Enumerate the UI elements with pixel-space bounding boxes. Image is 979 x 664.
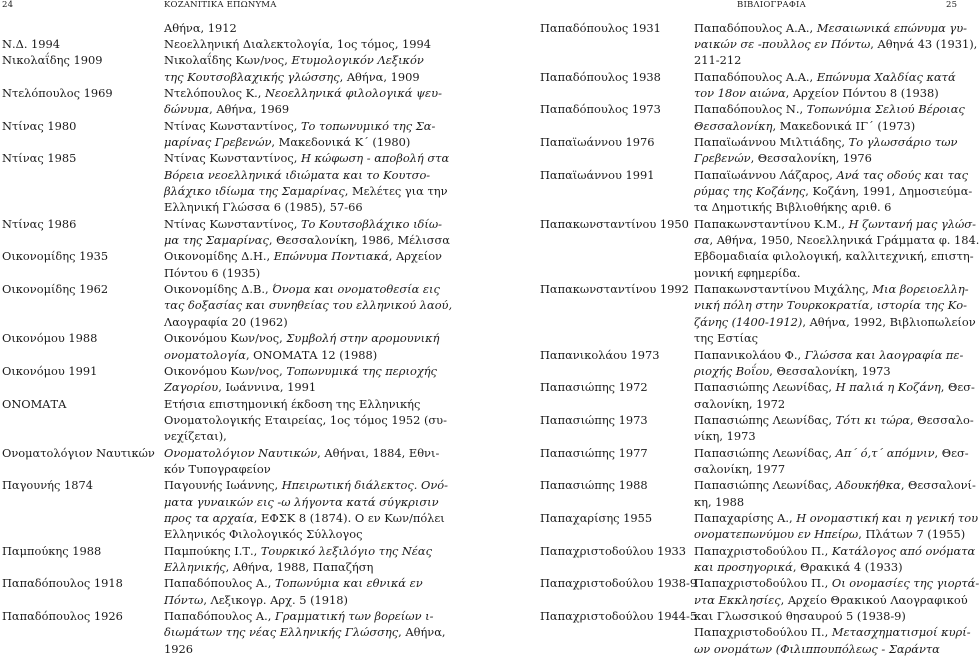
text-segment: Οικονόμου Κων/νος,: [164, 331, 287, 346]
bibliography-line: [164, 217, 442, 231]
italic-title-segment: Ανά τας οδούς και τας: [836, 167, 969, 182]
bibliography-line: [694, 86, 939, 100]
italic-title-segment: Το τοπωνυμικό της Σα-: [300, 118, 436, 133]
bibliography-key: Ν.Δ. 1994: [2, 36, 61, 51]
bibliography-key: Παπαδόπουλος 1938: [540, 69, 661, 84]
bibliography-key: Παπασιώπης 1977: [540, 445, 648, 460]
italic-title-segment: Τοπωνυμικά της περιοχής: [286, 363, 437, 378]
text-segment: Παπαϊωάννου Λάζαρος,: [694, 167, 837, 182]
bibliography-key: ΟΝΟΜΑΤΑ: [2, 396, 67, 411]
text-segment: 211-212: [694, 53, 742, 68]
italic-title-segment: ρύμας της Κοζάνης: [694, 184, 806, 198]
italic-title-segment: ριοχής Βοΐου: [694, 363, 770, 378]
italic-title-segment: βλάχικο ιδίωμα της Σαμαρίνας: [164, 184, 345, 198]
bibliography-line: [694, 495, 744, 509]
italic-title-segment: Η ονομαστική και η γενική του: [796, 511, 978, 525]
bibliography-key: Παπαχριστοδούλου 1944-5: [540, 609, 698, 624]
text-segment: Παμπούκης Ι.Τ.,: [164, 543, 261, 558]
italic-title-segment: Τότι κι τώρα: [835, 412, 911, 427]
italic-title-segment: Τοπωνύμια και εθνικά εν: [274, 576, 423, 591]
bibliography-line: [694, 331, 758, 345]
bibliography-key: Παπαχριστοδούλου 1938-9: [540, 576, 698, 591]
text-segment: Νικολαΐδης Κων/νος,: [164, 53, 292, 68]
text-segment: σαλονίκη, 1977: [694, 461, 786, 476]
bibliography-key: Παπανικολάου 1973: [540, 347, 660, 362]
text-segment: , Αθήνα, 1969: [209, 102, 290, 117]
bibliography-line: [164, 102, 289, 116]
bibliography-line: [164, 249, 442, 263]
bibliography-line: [164, 576, 423, 590]
text-segment: Παπαδόπουλος Α.Α.,: [694, 69, 817, 84]
bibliography-line: [694, 348, 963, 362]
text-segment: σαλονίκη, 1972: [694, 396, 786, 411]
text-segment: , Αθήνα, 1950, Νεοελληνικά Γράμματα φ. 184.: [709, 233, 979, 248]
text-segment: Ντίνας Κωνσταντίνος,: [164, 216, 301, 231]
running-title-right: ΒΙΒΛΙΟΓΡΑΦΙΑ: [737, 0, 806, 10]
text-segment: , Θεσσαλο-: [910, 412, 974, 427]
text-segment: Ονοματολογικής Εταιρείας, 1ος τόμος 1952 (συ-: [164, 412, 447, 427]
text-segment: της Εστίας: [694, 331, 759, 346]
italic-title-segment: μα της Σαμαρίνας: [164, 233, 269, 248]
bibliography-key: Παπαχριστοδούλου 1933: [540, 543, 687, 558]
text-segment: , Ιωάννινα, 1991: [218, 380, 317, 395]
bibliography-line: [694, 249, 974, 263]
italic-title-segment: δώνυμα: [164, 102, 210, 117]
bibliography-line: [694, 21, 967, 35]
italic-title-segment: Βόρεια νεοελληνικά ιδιώματα και το Κουτσο-: [164, 167, 431, 182]
text-segment: Παπαδόπουλος Α.,: [164, 576, 275, 591]
text-segment: , Αρχείο Θρακικού Λαογραφικού: [780, 592, 968, 607]
italic-title-segment: Ηπειρωτική διάλεκτος. Ονό-: [281, 478, 448, 493]
italic-title-segment: Τοπωνύμια Σελιού Βέροιας: [806, 102, 965, 117]
bibliography-key: Παπαδόπουλος 1926: [2, 609, 123, 624]
bibliography-line: [164, 348, 377, 362]
bibliography-line: [164, 86, 442, 100]
bibliography-line: [694, 625, 971, 639]
italic-title-segment: νική πόλη στην Τουρκοκρατία, ιστορία της Κο-: [694, 298, 967, 313]
italic-title-segment: της Κουτσοβλαχικής γλώσσης: [164, 69, 340, 84]
bibliography-line: [164, 609, 433, 623]
text-segment: , Πλάτων 7 (1955): [858, 527, 966, 542]
bibliography-key: Ντίνας 1980: [2, 118, 77, 133]
bibliography-line: [164, 315, 288, 329]
text-segment: 1926: [164, 641, 193, 656]
italic-title-segment: Επώνυμα Ποντιακά: [273, 249, 389, 264]
bibliography-line: [694, 200, 891, 214]
italic-title-segment: ντα Εκκλησίες: [694, 592, 781, 607]
bibliography-line: [164, 593, 348, 607]
bibliography-key: Παπασιώπης 1988: [540, 478, 648, 493]
bibliography-line: [694, 462, 785, 476]
text-segment: , Θεσσαλονίκη, 1976: [750, 151, 872, 166]
italic-title-segment: Θεσσαλονίκη: [694, 118, 773, 133]
bibliography-key: Παπακωνσταντίνου 1992: [540, 282, 689, 297]
text-segment: Ντελόπουλος Κ.,: [164, 85, 265, 100]
bibliography-line: [164, 233, 450, 247]
bibliography-line: [164, 462, 271, 476]
italic-title-segment: Γρεβενών: [694, 151, 751, 166]
bibliography-line: [694, 544, 975, 558]
text-segment: Παπαδόπουλος Α.Α.,: [694, 20, 817, 35]
bibliography-line: [164, 364, 437, 378]
bibliography-line: [694, 576, 979, 590]
bibliography-line: [164, 298, 452, 312]
text-segment: κη, 1988: [694, 494, 745, 509]
italic-title-segment: Τουρκικό λεξιλόγιο της Νέας: [260, 543, 432, 558]
bibliography-key: Παπαχαρίσης 1955: [540, 511, 653, 525]
italic-title-segment: και προσηγορικά: [694, 560, 793, 575]
italic-title-segment: Μια βορειοελλη-: [872, 282, 969, 297]
bibliography-key: Παπασιώπης 1972: [540, 380, 648, 395]
text-segment: Λαογραφία 20 (1962): [164, 314, 288, 329]
text-segment: , Θεσ-: [940, 380, 975, 395]
text-segment: Εβδομαδιαία φιλολογική, καλλιτεχνική, επιστη-: [694, 249, 974, 264]
bibliography-key: Παμπούκης 1988: [2, 543, 102, 558]
bibliography-line: [164, 53, 424, 67]
bibliography-line: [694, 364, 891, 378]
text-segment: Παπασιώπης Λεωνίδας,: [694, 380, 836, 395]
text-segment: , Μακεδονικά ΙΓ΄ (1973): [772, 118, 916, 133]
bibliography-key: Παπαϊωάννου 1991: [540, 167, 655, 182]
running-title-left: ΚΟΖΑΝΙΤΙΚΑ ΕΠΩΝΥΜΑ: [164, 0, 277, 10]
text-segment: , Αθήνα,: [398, 625, 446, 640]
italic-title-segment: ων ονομάτων (Φιλιππουπόλεως - Σαράντα: [694, 641, 940, 656]
bibliography-line: [164, 642, 193, 656]
text-segment: Παπασιώπης Λεωνίδας,: [694, 478, 836, 493]
text-segment: , Αρχείον: [388, 249, 442, 264]
italic-title-segment: Νεοελληνικά φιλολογικά ψευ-: [264, 85, 442, 100]
italic-title-segment: ονοματεπωνύμου εν Ηπείρω: [694, 527, 859, 542]
text-segment: Παπαϊωάννου Μιλτιάδης,: [694, 134, 849, 149]
text-segment: , Αθήνα, 1909: [339, 69, 420, 84]
bibliography-line: [164, 119, 435, 133]
text-segment: , ΕΦΣΚ 8 (1874). Ο εν Κων/πόλει: [253, 511, 445, 525]
text-segment: , Θρακικά 4 (1933): [792, 560, 903, 575]
bibliography-line: [164, 331, 439, 345]
italic-title-segment: μαρίνας Γρεβενών: [164, 134, 272, 149]
text-segment: νίκη, 1973: [694, 429, 756, 444]
bibliography-key: Οικονόμου 1988: [2, 331, 98, 346]
text-segment: , Θεσσαλονίκη, 1973: [769, 363, 891, 378]
bibliography-line: [694, 429, 756, 443]
italic-title-segment: Συμβολή στην αρομουνική: [286, 331, 440, 346]
text-segment: Παπαχριστοδούλου Π.,: [694, 625, 832, 640]
bibliography-line: [694, 413, 974, 427]
italic-title-segment: Μετασχηματισμοί κυρί-: [831, 625, 971, 640]
italic-title-segment: Ετυμολογικόν Λεξικόν: [291, 53, 424, 68]
bibliography-line: [694, 266, 801, 280]
bibliography-key: Παπαδόπουλος 1931: [540, 20, 661, 35]
text-segment: , Μελέτες για την: [344, 184, 448, 198]
bibliography-line: [164, 266, 260, 280]
bibliography-line: [164, 625, 446, 639]
bibliography-line: [164, 70, 420, 84]
text-segment: Παπαχριστοδούλου Π.,: [694, 576, 832, 591]
bibliography-line: [164, 380, 316, 394]
bibliography-line: [694, 380, 975, 394]
text-segment: Ετήσια επιστημονική έκδοση της Ελληνικής: [164, 396, 421, 411]
bibliography-line: [164, 495, 439, 509]
bibliography-line: [164, 200, 363, 214]
bibliography-key: Παπασιώπης 1973: [540, 412, 648, 427]
text-segment: , Θεσσαλονίκη, 1986, Μέλισσα: [268, 233, 450, 248]
bibliography-line: [694, 593, 968, 607]
bibliography-line: [694, 298, 967, 312]
bibliography-line: [694, 119, 915, 133]
bibliography-key: Παπαδόπουλος 1973: [540, 102, 661, 117]
text-segment: Παπακωνσταντίνου Κ.Μ.,: [694, 216, 849, 231]
text-segment: Παπαχαρίσης Α.,: [694, 511, 797, 525]
bibliography-line: [164, 151, 449, 165]
text-segment: , Αθήναι, 1884, Εθνι-: [317, 445, 440, 460]
bibliography-line: [694, 315, 976, 329]
italic-title-segment: τας δοξασίας και συνηθείας του ελληνικού λαού,: [164, 298, 453, 313]
bibliography-line: [164, 282, 440, 296]
text-segment: Αθήνα, 1912: [164, 20, 237, 35]
bibliography-line: [694, 168, 968, 182]
bibliography-line: [164, 184, 448, 198]
italic-title-segment: Η ζωντανή μας γλώσ-: [848, 216, 976, 231]
bibliography-line: [694, 478, 976, 492]
bibliography-line: [694, 184, 972, 198]
italic-title-segment: Η κώφωση - αποβολή στα: [300, 151, 450, 166]
text-segment: Ντίνας Κωνσταντίνος,: [164, 118, 301, 133]
text-segment: , Κοζάνη, 1991, Δημοσιεύμα-: [805, 184, 973, 198]
text-segment: , Λεξικογρ. Αρχ. 5 (1918): [203, 592, 348, 607]
bibliography-line: [164, 511, 445, 525]
text-segment: Παπακωνσταντίνου Μιχάλης,: [694, 282, 873, 297]
italic-title-segment: σα: [694, 233, 710, 248]
italic-title-segment: διωμάτων της νέας Ελληνικής Γλώσσης: [164, 625, 399, 640]
text-segment: Παπανικολάου Φ.,: [694, 347, 805, 362]
bibliography-line: [694, 397, 785, 411]
italic-title-segment: Μεσαιωνικά επώνυμα γυ-: [816, 20, 968, 35]
text-segment: , Αθηνά 43 (1931),: [870, 36, 978, 51]
bibliography-key: Οικονομίδης 1935: [2, 249, 109, 264]
text-segment: Παπαδόπουλος Ν.,: [694, 102, 807, 117]
bibliography-line: [164, 478, 448, 492]
text-segment: Παπαχριστοδούλου Π.,: [694, 543, 832, 558]
bibliography-line: [694, 151, 872, 165]
text-segment: μονική εφημερίδα.: [694, 265, 801, 280]
text-segment: Νεοελληνική Διαλεκτολογία, 1ος τόμος, 1994: [164, 36, 432, 51]
bibliography-line: [694, 135, 957, 149]
italic-title-segment: Γλώσσα και λαογραφία πε-: [804, 347, 964, 362]
bibliography-line: [164, 397, 420, 411]
italic-title-segment: προς τα αρχαία: [164, 511, 254, 525]
bibliography-key: Ονοματολόγιον Ναυτικών: [2, 445, 155, 460]
bibliography-line: [164, 21, 237, 35]
bibliography-line: [164, 135, 410, 149]
bibliography-line: [694, 233, 979, 247]
text-segment: , ΟΝΟΜΑΤΑ 12 (1988): [245, 347, 378, 362]
bibliography-line: [694, 609, 906, 623]
bibliography-line: [164, 527, 362, 541]
text-segment: , Θεσσαλονί-: [900, 478, 976, 493]
italic-title-segment: Το γλωσσάριο των: [848, 134, 958, 149]
text-segment: Οικονομίδης Δ.Η.,: [164, 249, 274, 264]
text-segment: , Αθήνα, 1992, Βιβλιοπωλείον: [802, 314, 976, 329]
italic-title-segment: Ζαγορίου: [164, 380, 219, 395]
bibliography-line: [694, 53, 741, 67]
text-segment: κόν Τυπογραφείον: [164, 461, 271, 476]
bibliography-key: Οικονόμου 1991: [2, 363, 98, 378]
bibliography-key: Παπακωνσταντίνου 1950: [540, 216, 689, 231]
text-segment: , Μακεδονικά Κ΄ (1980): [271, 134, 411, 149]
italic-title-segment: Απ΄ ό,τ΄ απόμνιν: [835, 445, 935, 460]
text-segment: , Θεσ-: [934, 445, 969, 460]
bibliography-line: [694, 642, 940, 656]
text-segment: Οικονόμου Κων/νος,: [164, 363, 287, 378]
italic-title-segment: Ονοματολόγιον Ναυτικών: [164, 445, 318, 460]
bibliography-key: Ντίνας 1986: [2, 216, 77, 231]
page-number-right: 25: [946, 0, 958, 10]
italic-title-segment: ζάνης (1400-1912): [694, 314, 803, 329]
text-segment: Οικονομίδης Δ.Β.,: [164, 282, 273, 297]
text-segment: Ντίνας Κωνσταντίνος,: [164, 151, 301, 166]
italic-title-segment: Αδουκήθκα: [835, 478, 901, 493]
italic-title-segment: Πόντω: [164, 592, 204, 607]
bibliography-key: Ντελόπουλος 1969: [2, 85, 113, 100]
italic-title-segment: τον 18ον αιώνα: [694, 85, 786, 100]
bibliography-line: [164, 37, 431, 51]
bibliography-key: Οικονομίδης 1962: [2, 282, 109, 297]
bibliography-line: [164, 560, 373, 574]
italic-title-segment: Ελληνικής: [164, 560, 226, 575]
bibliography-line: [694, 560, 903, 574]
text-segment: Πόντου 6 (1935): [164, 265, 261, 280]
bibliography-key: Παπαδόπουλος 1918: [2, 576, 123, 591]
italic-title-segment: ονοματολογία: [164, 347, 246, 362]
italic-title-segment: ματα γυναικών εις -ω λήγοντα κατά σύγκρισιν: [164, 494, 439, 509]
italic-title-segment: Κατάλογος από ονόματα: [831, 543, 976, 558]
bibliography-key: Παγουνής 1874: [2, 478, 93, 493]
bibliography-line: [164, 446, 439, 460]
text-segment: τα Δημοτικής Βιβλιοθήκης αριθ. 6: [694, 200, 892, 215]
text-segment: Παπασιώπης Λεωνίδας,: [694, 445, 836, 460]
bibliography-line: [694, 527, 965, 541]
bibliography-line: [694, 282, 969, 296]
bibliography-key: Ντίνας 1985: [2, 151, 77, 166]
page-number-left: 24: [2, 0, 14, 10]
bibliography-line: [164, 544, 432, 558]
text-segment: Παπασιώπης Λεωνίδας,: [694, 412, 836, 427]
text-segment: Παγουνής Ιωάννης,: [164, 478, 282, 493]
bibliography-line: [694, 446, 969, 460]
text-segment: νεχίζεται),: [164, 429, 227, 444]
italic-title-segment: Η παλιά η Κοζάνη: [835, 380, 941, 395]
bibliography-line: [164, 168, 430, 182]
bibliography-line: [694, 217, 976, 231]
bibliography-line: [694, 102, 965, 116]
text-segment: , Αρχείον Πόντου 8 (1938): [785, 85, 939, 100]
bibliography-line: [694, 37, 977, 51]
bibliography-key: Νικολαΐδης 1909: [2, 53, 103, 68]
bibliography-line: [164, 429, 227, 443]
italic-title-segment: Γραμματική των βορείων ι-: [274, 609, 434, 624]
bibliography-line: [164, 413, 447, 427]
italic-title-segment: Το Κουτσοβλάχικο ιδίω-: [300, 216, 442, 231]
italic-title-segment: ναικών σε -πουλλος εν Πόντω: [694, 36, 871, 51]
italic-title-segment: Οι ονομασίες της γιορτά-: [831, 576, 979, 591]
bibliography-line: [694, 511, 978, 525]
text-segment: Ελληνική Γλώσσα 6 (1985), 57-66: [164, 200, 363, 215]
italic-title-segment: Επώνυμα Χαλδίας κατά: [816, 69, 956, 84]
text-segment: Παπαδόπουλος Α.,: [164, 609, 275, 624]
text-segment: Ελληνικός Φιλολογικός Σύλλογος: [164, 527, 363, 542]
text-segment: και Γλωσσικού θησαυρού 5 (1938-9): [694, 609, 906, 624]
bibliography-key: Παπαϊωάννου 1976: [540, 134, 655, 149]
bibliography-line: [694, 70, 956, 84]
italic-title-segment: Όνομα και ονοματοθεσία εις: [272, 282, 440, 297]
text-segment: , Αθήνα, 1988, Παπαζήση: [225, 560, 374, 575]
